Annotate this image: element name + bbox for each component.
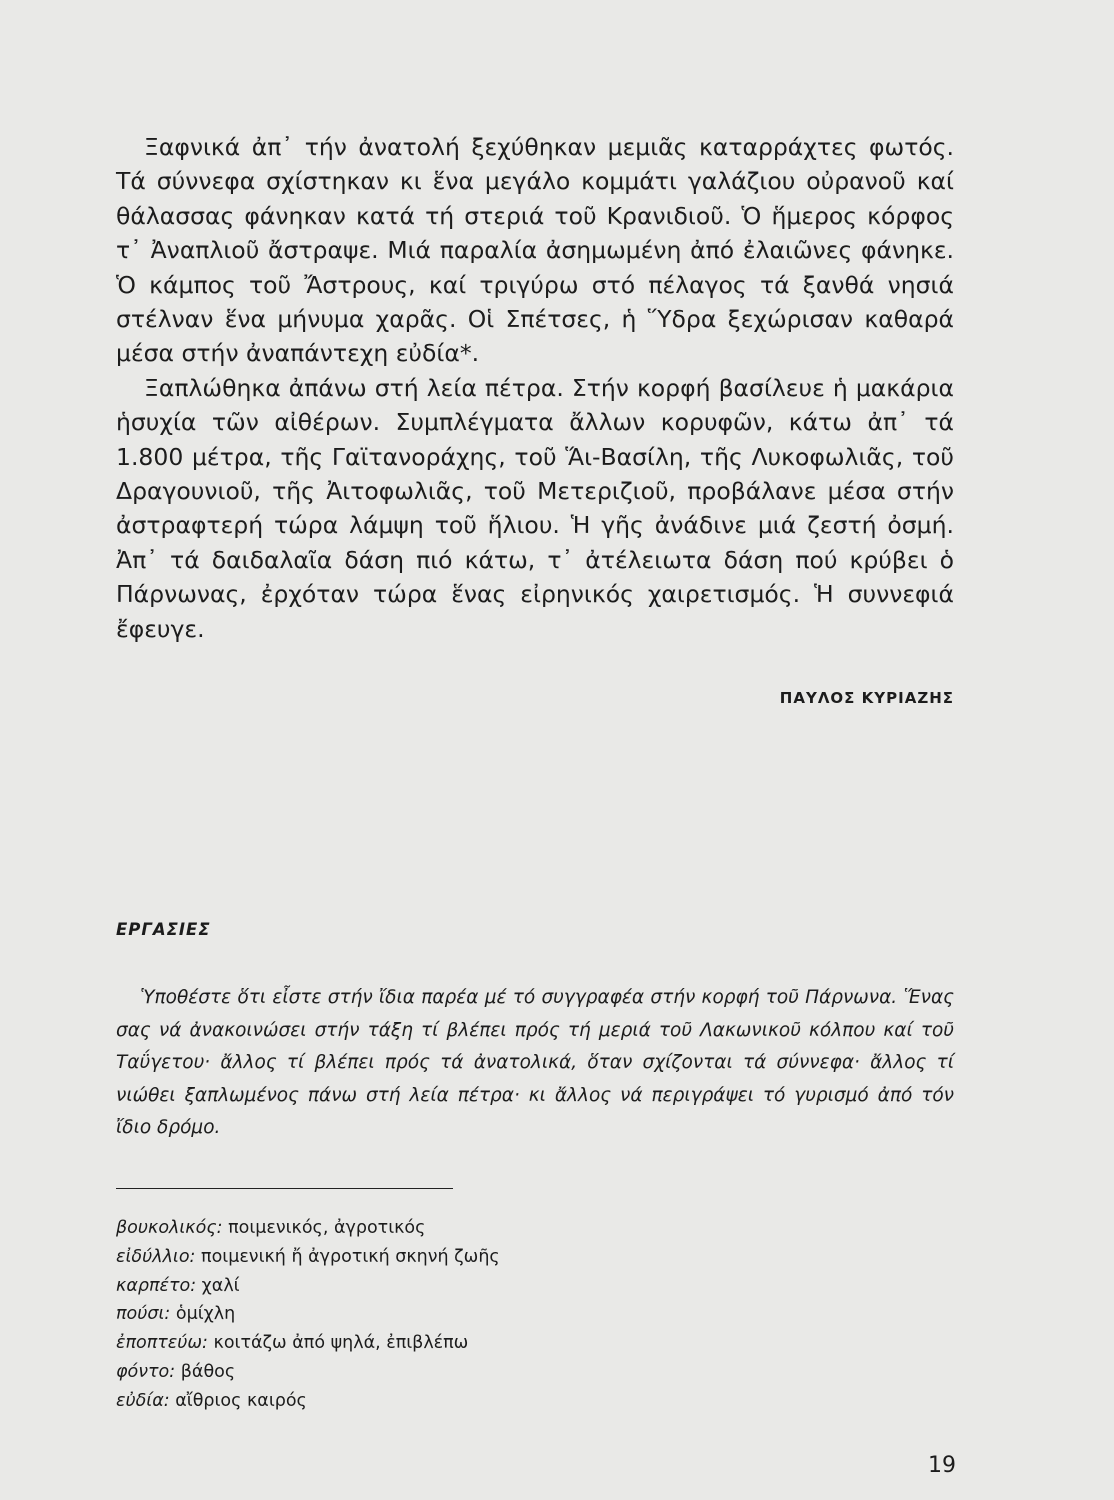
glossary-item (116, 1272, 816, 1301)
glossary-item (116, 1214, 816, 1243)
glossary-term: φόντο: (116, 1361, 176, 1382)
glossary-term: καρπέτο: (116, 1275, 197, 1296)
glossary-definition: κοιτάζω ἀπό ψηλά, ἐπιβλέπω (213, 1333, 469, 1354)
glossary-term: ἐποπτεύω: (116, 1333, 208, 1354)
glossary-definition: ὁμίχλη (175, 1304, 236, 1325)
glossary-item (116, 1243, 816, 1272)
glossary-definition: αἴθριος καιρός (175, 1390, 307, 1411)
passage-paragraph-1: Ξαφνικά ἀπ᾿ τήν ἀνατολή ξεχύθηκαν μεμιᾶς καταρράχτες φωτός. Τά σύννεφα σχίστηκαν κι ἕνα μεγάλο κομμάτι γαλάζιου οὐρανοῦ καί θάλασσας φάνηκαν κατά τή στεριά τοῦ Κρανιδιοῦ. Ὁ ἥμερος κόρφος τ᾿ Ἀναπλιοῦ ἄστραψε. Μιά παραλία ἀσημωμένη ἀπό ἐλαιῶνες φάνηκε. Ὁ κάμπος τοῦ Ἄστρους, καί τριγύρω στό πέλαγος τά ξανθά νησιά στέλναν ἕνα μήνυμα χαρᾶς. Οἱ Σπέτσες, ἡ Ὕδρα ξεχώρισαν καθαρά μέσα στήν ἀναπάντεχη εὐδία*. (116, 133, 954, 368)
exercises-heading: ΕΡΓΑΣΙΕΣ (116, 920, 211, 939)
glossary-term: εὐδία: (116, 1390, 170, 1411)
glossary-item (116, 1358, 816, 1387)
exercise-text (116, 982, 954, 1145)
glossary-definition: βάθος (180, 1361, 236, 1382)
glossary-item (116, 1329, 816, 1358)
glossary-term: εἰδύλλιο: (116, 1246, 196, 1267)
glossary-term: πούσι: (116, 1304, 171, 1325)
glossary-definition: ποιμενικός, ἀγροτικός (228, 1218, 426, 1238)
glossary-term: βουκολικός: (116, 1218, 223, 1238)
footnote-divider (116, 1188, 453, 1189)
glossary-list (116, 1214, 816, 1416)
passage-text (116, 130, 954, 646)
glossary-definition: χαλί (201, 1275, 240, 1296)
page-number: 19 (928, 1453, 956, 1478)
author-name: ΠΑΥΛΟΣ ΚΥΡΙΑΖΗΣ (779, 689, 954, 707)
exercise-paragraph: Ὑποθέστε ὅτι εἶστε στήν ἴδια παρέα μέ τό συγγραφέα στήν κορφή τοῦ Πάρνωνα. Ἕνας σας νά ἀνακοινώσει στήν τάξη τί βλέπει πρός τή μεριά τοῦ Λακωνικοῦ κόλπου καί τοῦ Ταΰγετου· ἄλλος τί βλέπει πρός τά ἀνατολικά, ὅταν σχίζονται τά σύννεφα· ἄλλος τί νιώθει ξαπλωμένος πάνω στή λεία πέτρα· κι ἄλλος νά περιγράψει τό γυρισμό ἀπό τόν ἴδιο δρόμο. (116, 987, 954, 1138)
passage-paragraph-2: Ξαπλώθηκα ἀπάνω στή λεία πέτρα. Στήν κορφή βασίλευε ἡ μακάρια ἡσυχία τῶν αἰθέρων. Συμπλέγματα ἄλλων κορυφῶν, κάτω ἀπ᾿ τά 1.800 μέτρα, τῆς Γαϊτανοράχης, τοῦ Ἅι-Βασίλη, τῆς Λυκοφωλιᾶς, τοῦ Δραγουνιοῦ, τῆς Ἀιτοφωλιᾶς, τοῦ Μετεριζιοῦ, προβάλανε μέσα στήν ἀστραφτερή τώρα λάμψη τοῦ ἥλιου. Ἡ γῆς ἀνάδινε μιά ζεστή ὀσμή. Ἀπ᾿ τά δαιδαλαῖα δάση πιό κάτω, τ᾿ ἀτέλειωτα δάση πού κρύβει ὁ Πάρνωνας, ἐρχόταν τώρα ἕνας εἰρηνικός χαιρετισμός. Ἡ συννεφιά ἔφευγε. (116, 373, 954, 643)
glossary-definition: ποιμενική ἤ ἀγροτική σκηνή ζωῆς (201, 1246, 500, 1267)
glossary-item (116, 1300, 816, 1329)
glossary-item (116, 1387, 816, 1416)
